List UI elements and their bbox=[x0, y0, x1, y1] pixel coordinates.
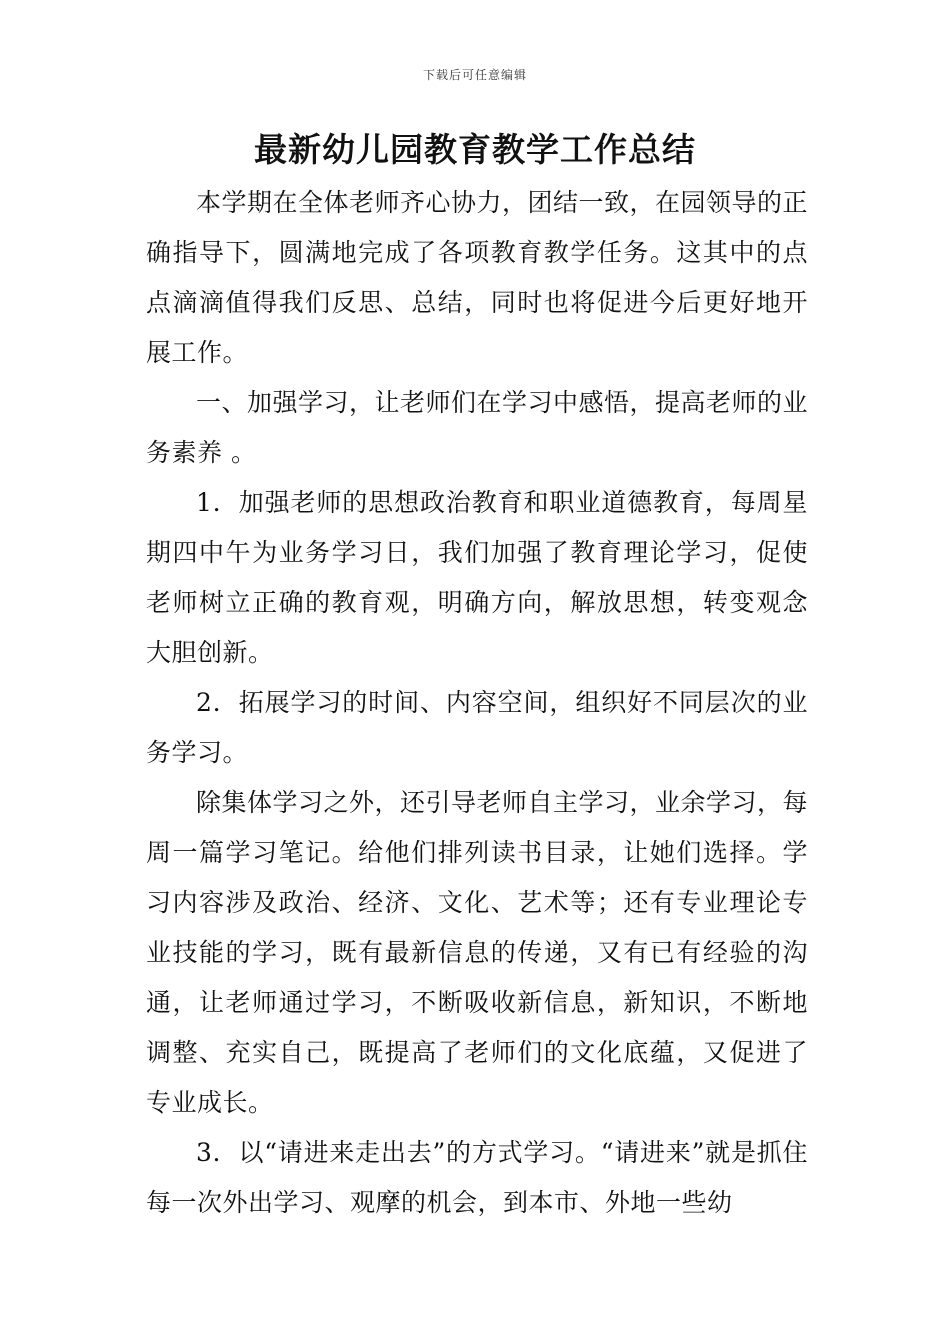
document-body bbox=[146, 178, 808, 1228]
paragraph-section-heading-1: 一、加强学习，让老师们在学习中感悟，提高老师的业务素养 。 bbox=[146, 388, 809, 467]
document-title: 最新幼儿园教育教学工作总结 bbox=[254, 130, 696, 169]
paragraph-item-1: 1．加强老师的思想政治教育和职业道德教育，每周星期四中午为业务学习日，我们加强了教育理论学习，促使老师树立正确的教育观，明确方向，解放思想，转变观念大胆创新。 bbox=[146, 488, 808, 667]
paragraph-item-2: 2．拓展学习的时间、内容空间，组织好不同层次的业务学习。 bbox=[146, 688, 808, 767]
paragraph-item-3: 3．以“请进来走出去”的方式学习。“请进来”就是抓住每一次外出学习、观摩的机会，到本市、外地一些幼 bbox=[146, 1138, 808, 1217]
header-note: 下载后可任意编辑 bbox=[422, 68, 527, 82]
paragraph-intro: 本学期在全体老师齐心协力，团结一致，在园领导的正确指导下，圆满地完成了各项教育教学任务。这其中的点点滴滴值得我们反思、总结，同时也将促进今后更好地开展工作。 bbox=[146, 188, 809, 367]
paragraph-self-study: 除集体学习之外，还引导老师自主学习，业余学习，每周一篇学习笔记。给他们排列读书目录，让她们选择。学习内容涉及政治、经济、文化、艺术等；还有专业理论专业技能的学习，既有最新信息的传递，又有已有经验的沟通，让老师通过学习，不断吸收新信息，新知识，不断地调整、充实自己，既提高了老师们的文化底蕴，又促进了专业成长。 bbox=[146, 788, 809, 1117]
